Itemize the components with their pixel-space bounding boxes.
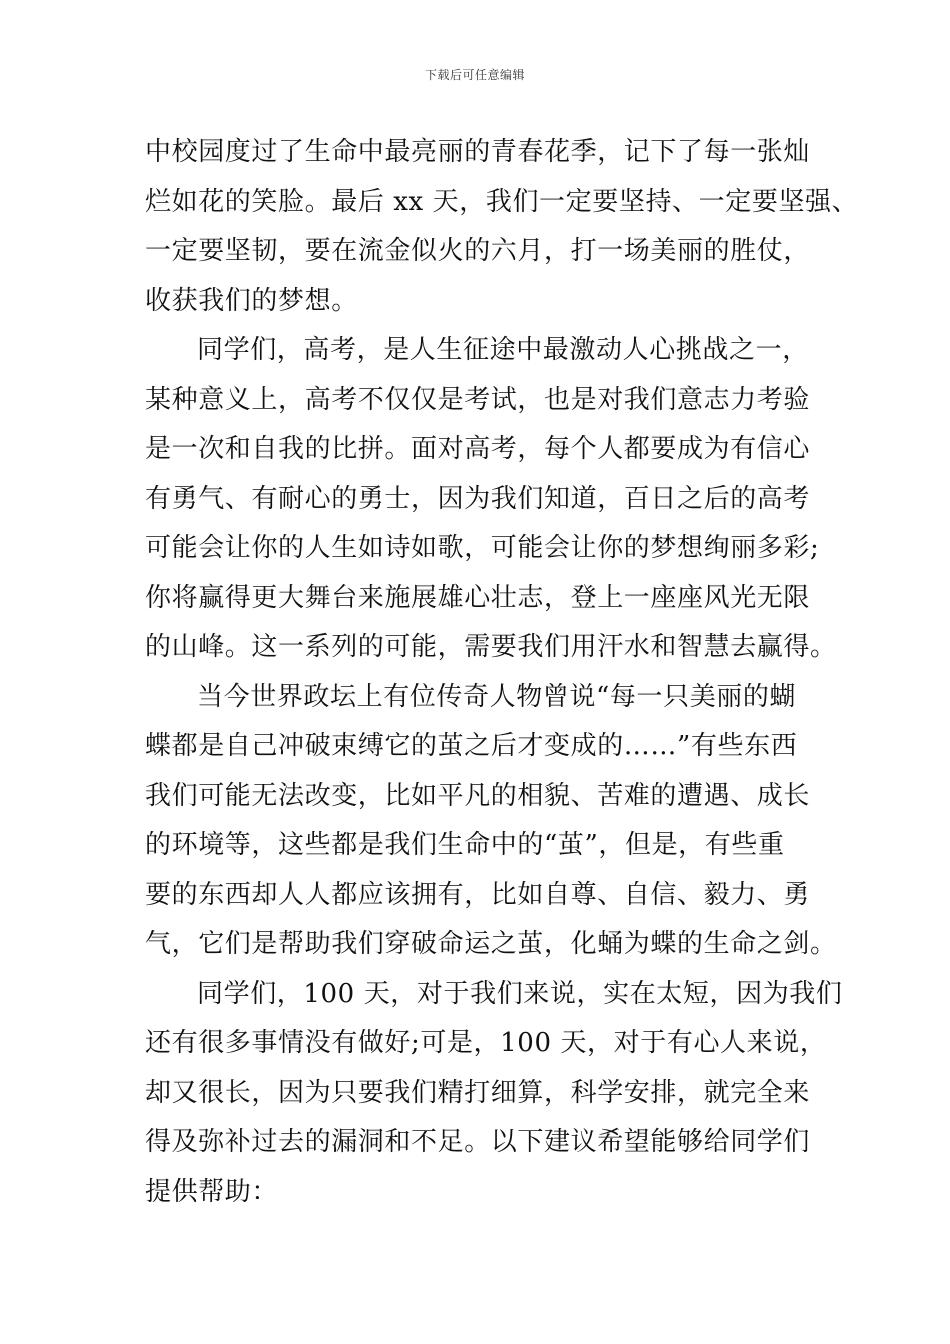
- page-header: 下载后可任意编辑: [424, 68, 525, 82]
- document-body: [145, 128, 859, 1217]
- text-line: 得及弥补过去的漏洞和不足。以下建议希望能够给同学们: [145, 1127, 811, 1157]
- paragraph: [145, 326, 837, 673]
- text-line: 收获我们的梦想。: [145, 285, 358, 316]
- paragraph: [145, 128, 859, 326]
- text-line: 的山峰。这一系列的可能，需要我们用汗水和智慧去赢得。: [145, 632, 837, 662]
- text-line: 中校园度过了生命中最亮丽的青春花季，记下了每一张灿: [145, 137, 811, 167]
- text-line: 蝶都是自己冲破束缚它的茧之后才变成的……”有些东西: [145, 731, 798, 761]
- text-line: 一定要坚韧，要在流金似火的六月，打一场美丽的胜仗，: [145, 236, 811, 266]
- text-line: 可能会让你的人生如诗如歌，可能会让你的梦想绚丽多彩;: [145, 533, 820, 563]
- text-line: 同学们，高考，是人生征途中最激动人心挑战之一，: [197, 335, 809, 365]
- text-line: 烂如花的笑脸。最后 xx 天，我们一定要坚持、一定要坚强、: [145, 186, 859, 217]
- text-line: 我们可能无法改变，比如平凡的相貌、苦难的遭遇、成长: [145, 780, 811, 811]
- text-line: 提供帮助：: [145, 1176, 279, 1207]
- text-line: 某种意义上，高考不仅仅是考试，也是对我们意志力考验: [145, 384, 811, 415]
- paragraph: [145, 970, 843, 1218]
- text-line: 是一次和自我的比拼。面对高考，每个人都要成为有信心: [145, 434, 811, 464]
- text-line: 的环境等，这些都是我们生命中的“茧”，但是，有些重: [145, 830, 785, 860]
- text-line: 要的东西却人人都应该拥有，比如自尊、自信、毅力、勇: [145, 879, 811, 910]
- text-line: 有勇气、有耐心的勇士，因为我们知道，百日之后的高考: [145, 483, 811, 514]
- paragraph: [145, 673, 837, 970]
- text-line: 你将赢得更大舞台来施展雄心壮志，登上一座座风光无限: [145, 582, 811, 613]
- text-line: 还有很多事情没有做好;可是，100 天，对于有心人来说，: [145, 1028, 827, 1058]
- text-line: 当今世界政坛上有位传奇人物曾说“每一只美丽的蝴: [197, 681, 797, 712]
- text-line: 却又很长，因为只要我们精打细算，科学安排，就完全来: [145, 1077, 811, 1108]
- text-line: 气，它们是帮助我们穿破命运之茧，化蛹为蝶的生命之剑。: [145, 929, 837, 959]
- text-line: 同学们，100 天，对于我们来说，实在太短，因为我们: [197, 978, 843, 1009]
